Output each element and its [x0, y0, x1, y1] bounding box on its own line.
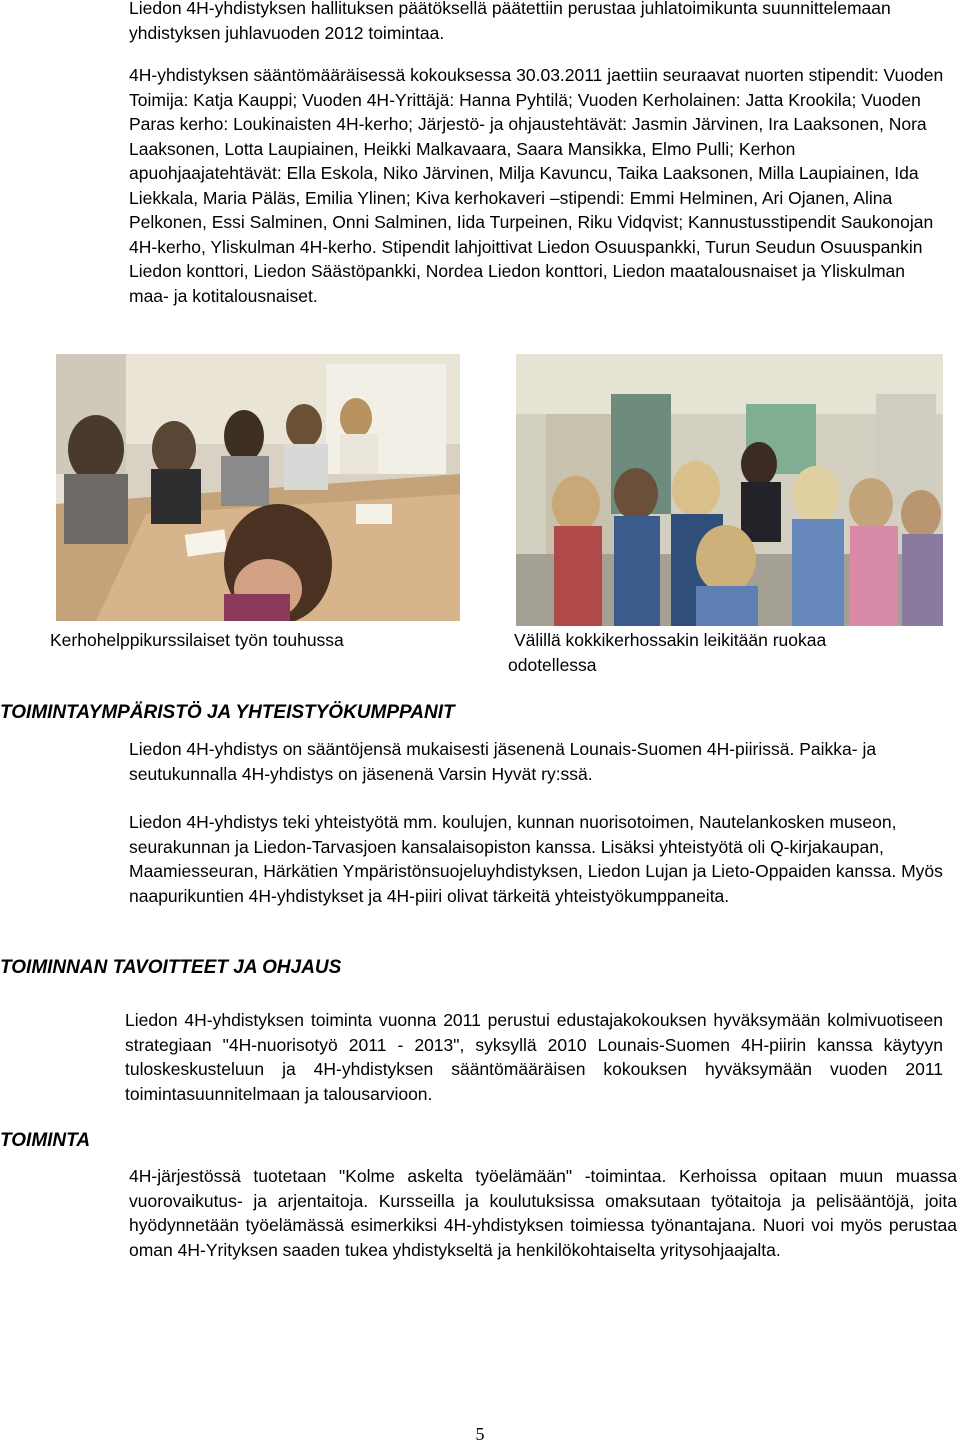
section-heading-toiminta: TOIMINTA	[0, 1130, 91, 1151]
photo-kokkikerho	[516, 354, 943, 626]
tavoitteet-paragraph-1: Liedon 4H-yhdistyksen toiminta vuonna 2011 perustui edustajakokouksen hyväksymään kolmivuotiseen strategiaan "4H-nuorisotyö 2011 - 2013", syksyllä 2010 Lounais-Suomen 4H-piirin kanssa käytyyn tuloskeskusteluun ja 4H-yhdistyksen sääntömääräisen kokouksen hyväksymään vuoden 2011 toimintasuunnitelmaan ja talousarvioon.	[125, 1010, 943, 1104]
photo-caption-1: Kerhohelppikurssilaiset työn touhussa	[50, 630, 344, 650]
ymparisto-block	[129, 737, 944, 908]
photo-kerhohelppikurssi	[56, 354, 460, 621]
toiminta-block	[129, 1164, 957, 1262]
tavoitteet-block	[125, 1008, 943, 1106]
photo-caption-2: Välillä kokkikerhossakin leikitään ruokaa odotellessa	[508, 630, 827, 675]
ymparisto-paragraph-1: Liedon 4H-yhdistys on sääntöjensä mukaisesti jäsenenä Lounais-Suomen 4H-piirissä. Paikka- ja seutukunnalla 4H-yhdistys on jäsenenä Varsin Hyvät ry:ssä.	[129, 739, 877, 784]
intro-block	[129, 0, 944, 308]
section-heading-ymparisto: TOIMINTAYMPÄRISTÖ JA YHTEISTYÖKUMPPANIT	[0, 702, 455, 723]
intro-paragraph-1: Liedon 4H-yhdistyksen hallituksen päätöksellä päätettiin perustaa juhlatoimikunta suunnittelemaan yhdistyksen juhlavuoden 2012 toimintaa.	[129, 0, 891, 43]
page-number: 5	[475, 1424, 485, 1444]
ymparisto-paragraph-2: Liedon 4H-yhdistys teki yhteistyötä mm. koulujen, kunnan nuorisotoimen, Nautelankosken museon, seurakunnan ja Liedon-Tarvasjoen kansalaisopiston kanssa. Lisäksi yhteistyötä oli Q-kirjakaupan, Maamiesseuran, Härkätien Ympäristönsuojeluyhdistyksen, Liedon Lujan ja Lieto-Oppaiden kanssa. Myös naapurikuntien 4H-yhdistykset ja 4H-piiri olivat tärkeitä yhteistyökumppaneita.	[129, 812, 943, 906]
section-heading-tavoitteet: TOIMINNAN TAVOITTEET JA OHJAUS	[0, 957, 342, 978]
toiminta-paragraph-1: 4H-järjestössä tuotetaan "Kolme askelta työelämään" -toimintaa. Kerhoissa opitaan muun muassa vuorovaikutus- ja arjentaitoja. Kursseilla ja koulutuksissa omaksutaan työtaitoja ja pelisääntöjä, joita hyödynnetään työelämässä esimerkiksi 4H-yhdistyksen toimiessa työnantajana. Nuori voi myös perustaa oman 4H-Yrityksen saaden tukea yhdistykseltä ja henkilökohtaiselta yritysohjaajalta.	[129, 1166, 957, 1260]
intro-paragraph-2: 4H-yhdistyksen sääntömääräisessä kokouksessa 30.03.2011 jaettiin seuraavat nuorten stipendit: Vuoden Toimija: Katja Kauppi; Vuoden 4H-Yrittäjä: Hanna Pyhtilä; Vuoden Kerholainen: Jatta Krookila; Vuoden Paras kerho: Loukinaisten 4H-kerho; Järjestö- ja ohjaustehtävät: Jasmin Järvinen, Ira Laaksonen, Nora Laaksonen, Lotta Laupiainen, Heikki Malkavaara, Saara Mansikka, Elmo Pulli; Kerhon apuohjaajatehtävät: Ella Eskola, Niko Järvinen, Milja Kavuncu, Taika Laaksonen, Milla Laupiainen, Ida Liekkala, Maria Päläs, Emilia Ylinen; Kiva kerhokaveri –stipendi: Emmi Helminen, Ari Ojanen, Alina Pelkonen, Essi Salminen, Onni Salminen, Iida Turpeinen, Riku Vidqvist; Kannustusstipendit Saukonojan 4H-kerho, Yliskulman 4H-kerho. Stipendit lahjoittivat Liedon Osuuspankki, Turun Seudun Osuuspankin Liedon konttori, Liedon Säästöpankki, Nordea Liedon konttori, Liedon maatalousnaiset ja Yliskulman maa- ja kotitalousnaiset.	[129, 65, 944, 306]
